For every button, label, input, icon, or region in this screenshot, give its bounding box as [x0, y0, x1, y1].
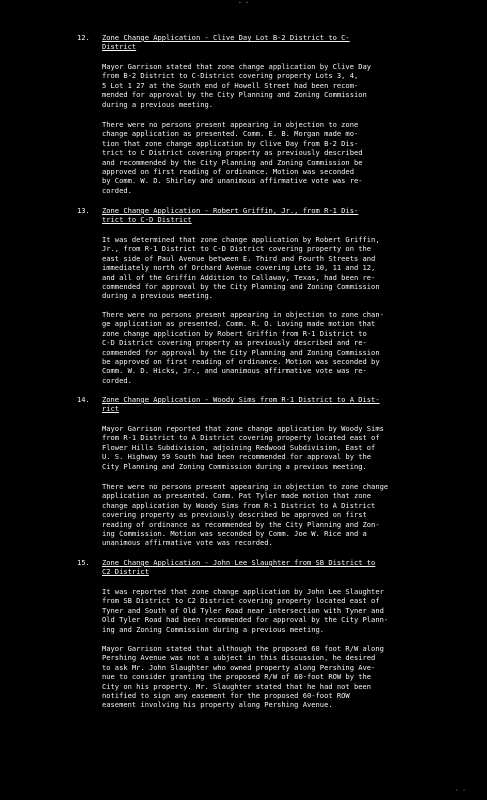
item-12-paragraph-2: There were no persons present appearing in objection to zone change application as presented. Comm. E. B. Morgan made mo- tion that zone change application by Clive Day from B-2 Dis- trict to C District covering property as previously described and recommended by the City Planning and Zoning Commission be approved on first reading of ordinance. Motion was seconded by Comm. W. D. Shirley and unanimous affirmative vote was re- corded.	[102, 120, 363, 195]
item-15-paragraph-1: It was reported that zone change application by John Lee Slaughter from SB District to C2 District covering property located east of Tyner and South of Old Tyler Road near intersection with Tyner and Old Tyler Road had been recommended for approval by the City Plann- ing and Zoning Commission during a previous meeting.	[102, 587, 389, 634]
item-title: Zone Change Application - Robert Griffin, Jr., from R-1 Dis- trict to C-D District	[102, 206, 359, 225]
item-14-paragraph-1: Mayor Garrison reported that zone change application by Woody Sims from R-1 District to A District covering property located east of Flower Hills Subdivision, adjoining Redwood Subdivision, East of U. S. Highway 59 South had been recommended for approval by the City Planning and Zoning Commission during a previous meeting.	[102, 424, 384, 471]
page-marker: - -	[238, 0, 249, 6]
item-13-paragraph-1: It was determined that zone change application by Robert Griffin, Jr., from R-1 District to C-D District covering property on the east side of Paul Avenue between E. Third and Fourth Streets and immediately north of Orchard Avenue covering Lots 10, 11 and 12, and all of the Griffin Addition to Callaway, Texas, had been re- commended for approval by the City Planning and Zoning Commission during a previous meeting.	[102, 235, 380, 301]
item-title: Zone Change Application - Woody Sims from R-1 District to A Dist- rict	[102, 395, 380, 414]
bottom-marker: · ·	[455, 787, 466, 794]
item-number: 15.	[77, 558, 90, 567]
item-12-paragraph-1: Mayor Garrison stated that zone change application by Clive Day from B-2 District to C-District covering property Lots 3, 4, 5 Lot 1 27 at the South end of Howell Street had been recom- mended for approval by the City Planning and Zoning Commission during a previous meeting.	[102, 62, 372, 109]
item-number: 13.	[77, 206, 90, 215]
item-number: 14.	[77, 395, 90, 404]
item-14-paragraph-2: There were no persons present appearing in objection to zone change application as presented. Comm. Pat Tyler made motion that zone change application by Woody Sims from R-1 District to A District covering property as previously described be approved on first reading of ordinance as recommended by the City Planning and Zon- ing Commission. Motion was seconded by Comm. Joe W. Rice and a unanimous affirmative vote was recorded.	[102, 482, 389, 548]
item-title: Zone Change Application - John Lee Slaughter from SB District to C2 District	[102, 558, 376, 577]
item-number: 12.	[77, 33, 90, 42]
item-15-paragraph-2: Mayor Garrison stated that although the proposed 60 foot R/W along Pershing Avenue was not a subject in this discussion, he desired to ask Mr. John Slaughter who owned property along Pershing Ave- nue to consider granting the proposed R/W of 60-foot ROW by the City on his property. Mr. Slaughter stated that he had not been notified to sign any easement for the proposed 60-foot ROW easement involving his property along Pershing Avenue.	[102, 644, 384, 710]
item-13-paragraph-2: There were no persons present appearing in objection to zone chan- ge application as presented. Comm. R. O. Loving made motion that zone change application by Robert Griffin from R-1 District to C-D District covering property as previously described and re- commended for approval by the City Planning and Zoning Commission be approved on first reading of ordinance. Motion was seconded by Comm. W. D. Hicks, Jr., and unanimous affirmative vote was re- corded.	[102, 310, 384, 385]
item-title: Zone Change Application - Clive Day Lot B-2 District to C- District	[102, 33, 350, 52]
